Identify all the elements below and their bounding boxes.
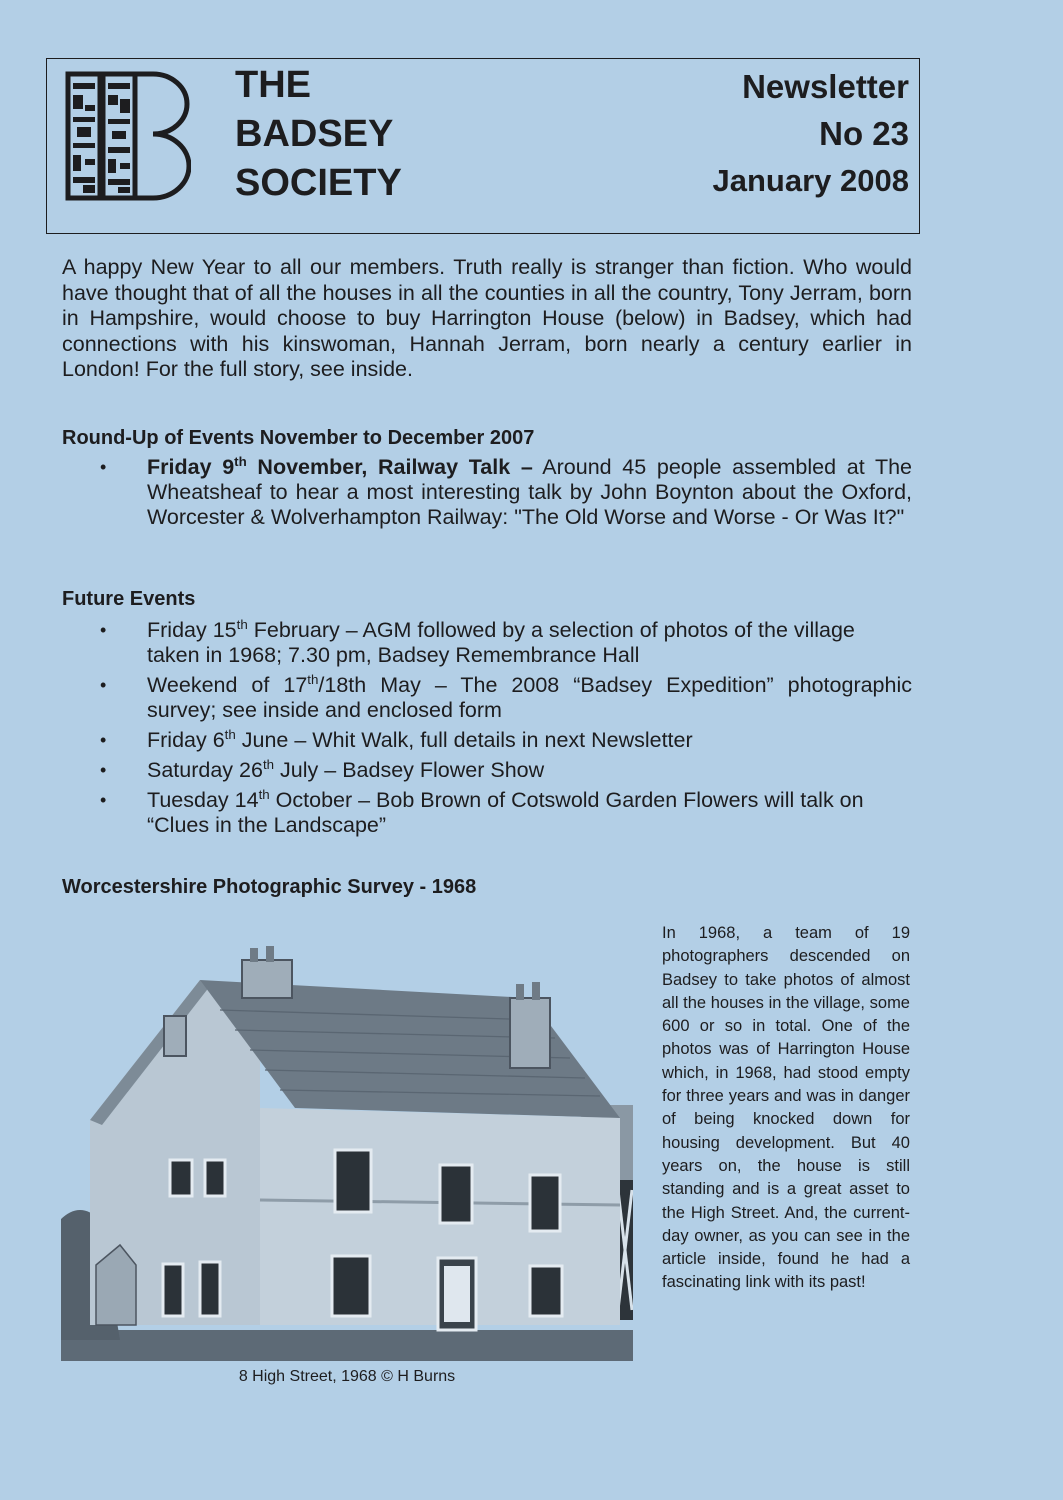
event-description: February – AGM followed by a selection of photos of the village taken in 1968; 7.30 pm, Badsey Remembrance Hall (147, 618, 855, 667)
badsey-society-logo (65, 71, 191, 201)
issue-number: No 23 (819, 115, 909, 152)
society-name (235, 61, 402, 208)
event-description: Around 45 people assembled at The Wheatsheaf to hear a most interesting talk by John Boynton about the Oxford, Worcester & Wolverhampton Railway: "The Old Worse and Worse - Or Was It?" (147, 455, 913, 529)
society-name-line: THE (235, 64, 311, 106)
bullet: • (100, 675, 107, 695)
event-date: Friday 6 (147, 728, 225, 752)
event-title-name: November, Railway Talk – (246, 455, 533, 479)
event-description: /18th May – The 2008 “Badsey Expedition” photographic survey; see inside and enclosed form (147, 673, 912, 722)
ordinal-suffix: th (262, 756, 275, 772)
intro-paragraph: A happy New Year to all our members. Truth really is stranger than fiction. Who would have thought that of all the houses in all the counties in all the country, Tony Jerram, born in Hampshire, would choose to buy Harrington House (below) in Badsey, which had connections with his kinswoman, Hannah Jerram, born nearly a century earlier in London! For the full story, see inside. (62, 255, 912, 382)
bullet: • (100, 760, 107, 780)
event-title-date: Friday 9 (147, 455, 235, 479)
society-name-line: SOCIETY (235, 162, 402, 204)
list-item (100, 758, 912, 783)
list-item (100, 455, 912, 530)
list-item (100, 673, 912, 723)
event-description: July – Badsey Flower Show (274, 758, 545, 782)
issue-date: January 2008 (712, 163, 909, 198)
society-name-line: BADSEY (235, 113, 394, 155)
future-events-list (100, 618, 912, 843)
list-item (100, 618, 912, 668)
survey-heading: Worcestershire Photographic Survey - 1968 (62, 876, 477, 898)
newsletter-label: Newsletter (742, 68, 909, 105)
event-title (147, 455, 533, 479)
event-date: Weekend of 17 (147, 673, 308, 697)
photo-caption: 8 High Street, 1968 © H Burns (238, 1368, 456, 1385)
harrington-house-photo (60, 920, 634, 1362)
bullet: • (100, 620, 107, 640)
roundup-list (100, 455, 912, 535)
ordinal-suffix: th (224, 726, 236, 742)
future-events-heading: Future Events (62, 588, 196, 610)
event-description: June – Whit Walk, full details in next Newsletter (235, 728, 693, 752)
bullet: • (100, 790, 107, 810)
masthead (46, 58, 920, 234)
bullet: • (100, 730, 107, 750)
event-date: Saturday 26 (147, 758, 263, 782)
roundup-heading: Round-Up of Events November to December 2007 (62, 427, 535, 449)
ordinal-suffix: th (307, 671, 319, 687)
event-description: October – Bob Brown of Cotswold Garden Flowers will talk on “Clues in the Landscape” (147, 788, 864, 837)
ordinal-suffix: th (234, 453, 247, 469)
event-date: Tuesday 14 (147, 788, 259, 812)
ordinal-suffix: th (236, 616, 248, 632)
survey-description: In 1968, a team of 19 photographers descended on Badsey to take photos of almost all the houses in the village, some 600 or so in total. One of the photos was of Harrington House which, in 1968, had stood empty for three years and was in danger of being knocked down for housing development. But 40 years on, the house is still standing and is a great asset to the High Street. And, the current-day owner, as you can see in the article inside, found he had a fascinating link with its past! (662, 924, 910, 1292)
list-item (100, 788, 912, 838)
bullet: • (100, 457, 107, 477)
event-date: Friday 15 (147, 618, 237, 642)
ordinal-suffix: th (258, 786, 270, 802)
list-item (100, 728, 912, 753)
newsletter-meta (713, 63, 909, 204)
